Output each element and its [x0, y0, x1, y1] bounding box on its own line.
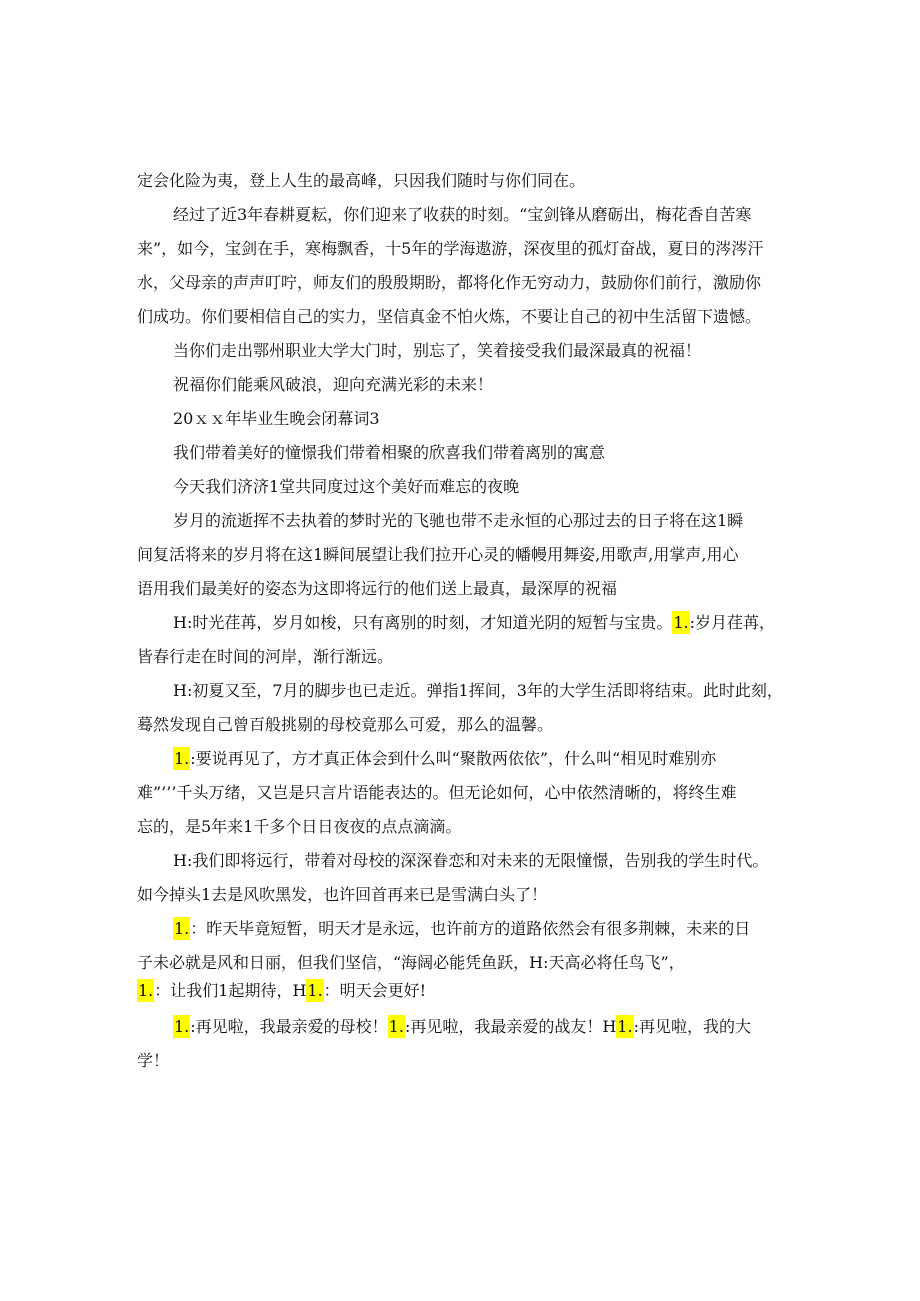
text-line-5: 们成功。你们要相信自己的实力，坚信真金不怕火炼，不要让自己的初中生活留下遗憾。 [137, 307, 762, 326]
highlight-marker: 1. [673, 613, 689, 632]
text-line-1: 定会化险为夷，登上人生的最高峰，只因我们随时与你们同在。 [137, 171, 586, 190]
text-line-14: H:时光荏苒，岁月如梭，只有离别的时刻，才知道光阴的短暂与宝贵。1.:岁月荏苒， [173, 613, 776, 632]
highlight-marker: 1. [307, 981, 323, 1000]
text-line-11: 岁月的流逝挥不去执着的梦时光的飞驰也带不走永恒的心那过去的日子将在这1瞬 [173, 511, 744, 530]
section-heading: 20ｘｘ年毕业生晚会闭幕词3 [173, 409, 380, 428]
highlight-marker: 1. [174, 1017, 190, 1036]
text-line-23: 1.：昨天毕竟短暂，明天才是永远，也许前方的道路依然会有很多荆棘，未来的日 [174, 919, 751, 938]
text-line-24: 子未必就是风和日丽，但我们坚信，“海阔必能凭鱼跃，H:天高必将任鸟飞”， [137, 953, 685, 972]
text-line-21: H:我们即将远行，带着对母校的深深眷恋和对未来的无限憧憬，告别我的学生时代。 [173, 851, 769, 870]
text-line-2: 经过了近3年春耕夏耘，你们迎来了收获的时刻。“宝剑锋从磨砺出，梅花香自苦寒 [173, 205, 752, 224]
highlight-marker: 1. [138, 981, 154, 1000]
text-line-16: H:初夏又至，7月的脚步也已走近。弹指1挥间，3年的大学生活即将结束。此时此刻， [173, 681, 783, 700]
highlight-marker: 1. [388, 1017, 404, 1036]
text-line-18: 1.:要说再见了，方才真正体会到什么叫“聚散两依依”，什么叫“相见时难别亦 [174, 749, 717, 768]
highlight-marker: 1. [174, 749, 190, 768]
text-line-25: 1.：让我们1起期待，H1.：明天会更好! [138, 981, 427, 1000]
text-line-3: 来”，如今，宝剑在手，寒梅飘香，十5年的学海遨游，深夜里的孤灯奋战，夏日的涔涔汗 [137, 239, 764, 258]
text-line-26: 1.:再见啦，我最亲爱的母校！1.:再见啦，我最亲爱的战友！H1.:再见啦，我的大 [174, 1017, 751, 1036]
text-line-4: 水，父母亲的声声叮咛，师友们的殷殷期盼，都将化作无穷动力，鼓励你们前行，激励你 [137, 273, 762, 292]
text-line-10: 今天我们济济1堂共同度过这个美好而难忘的夜晚 [173, 477, 520, 496]
text-line-20: 忘的，是5年来1千多个日日夜夜的点点滴滴。 [137, 817, 462, 836]
text-line-17: 蓦然发现自己曾百般挑剔的母校竟那么可爱，那么的温馨。 [137, 715, 554, 734]
text-line-9: 我们带着美好的憧憬我们带着相聚的欣喜我们带着离别的寓意 [173, 443, 606, 462]
highlight-marker: 1. [174, 919, 190, 938]
text-line-22: 如今掉头1去是风吹黑发，也许回首再来已是雪满白头了！ [137, 885, 548, 904]
text-line-27: 学！ [137, 1051, 170, 1070]
text-line-13: 语用我们最美好的姿态为这即将远行的他们送上最真，最深厚的祝福 [137, 579, 618, 598]
text-line-7: 祝福你们能乘风破浪，迎向充满光彩的未来！ [173, 375, 494, 394]
highlight-marker: 1. [617, 1017, 633, 1036]
text-line-19: 难”’’’千头万绪，又岂是只言片语能表达的。但无论如何，心中依然清晰的，将终生难 [137, 783, 737, 802]
text-line-6: 当你们走出鄂州职业大学大门时，别忘了，笑着接受我们最深最真的祝福！ [173, 341, 702, 360]
text-line-15: 皆春行走在时间的河岸，渐行渐远。 [137, 647, 394, 666]
text-line-12: 间复活将来的岁月将在这1瞬间展望让我们拉开心灵的幡幔用舞姿,用歌声,用掌声,用心 [137, 545, 739, 564]
